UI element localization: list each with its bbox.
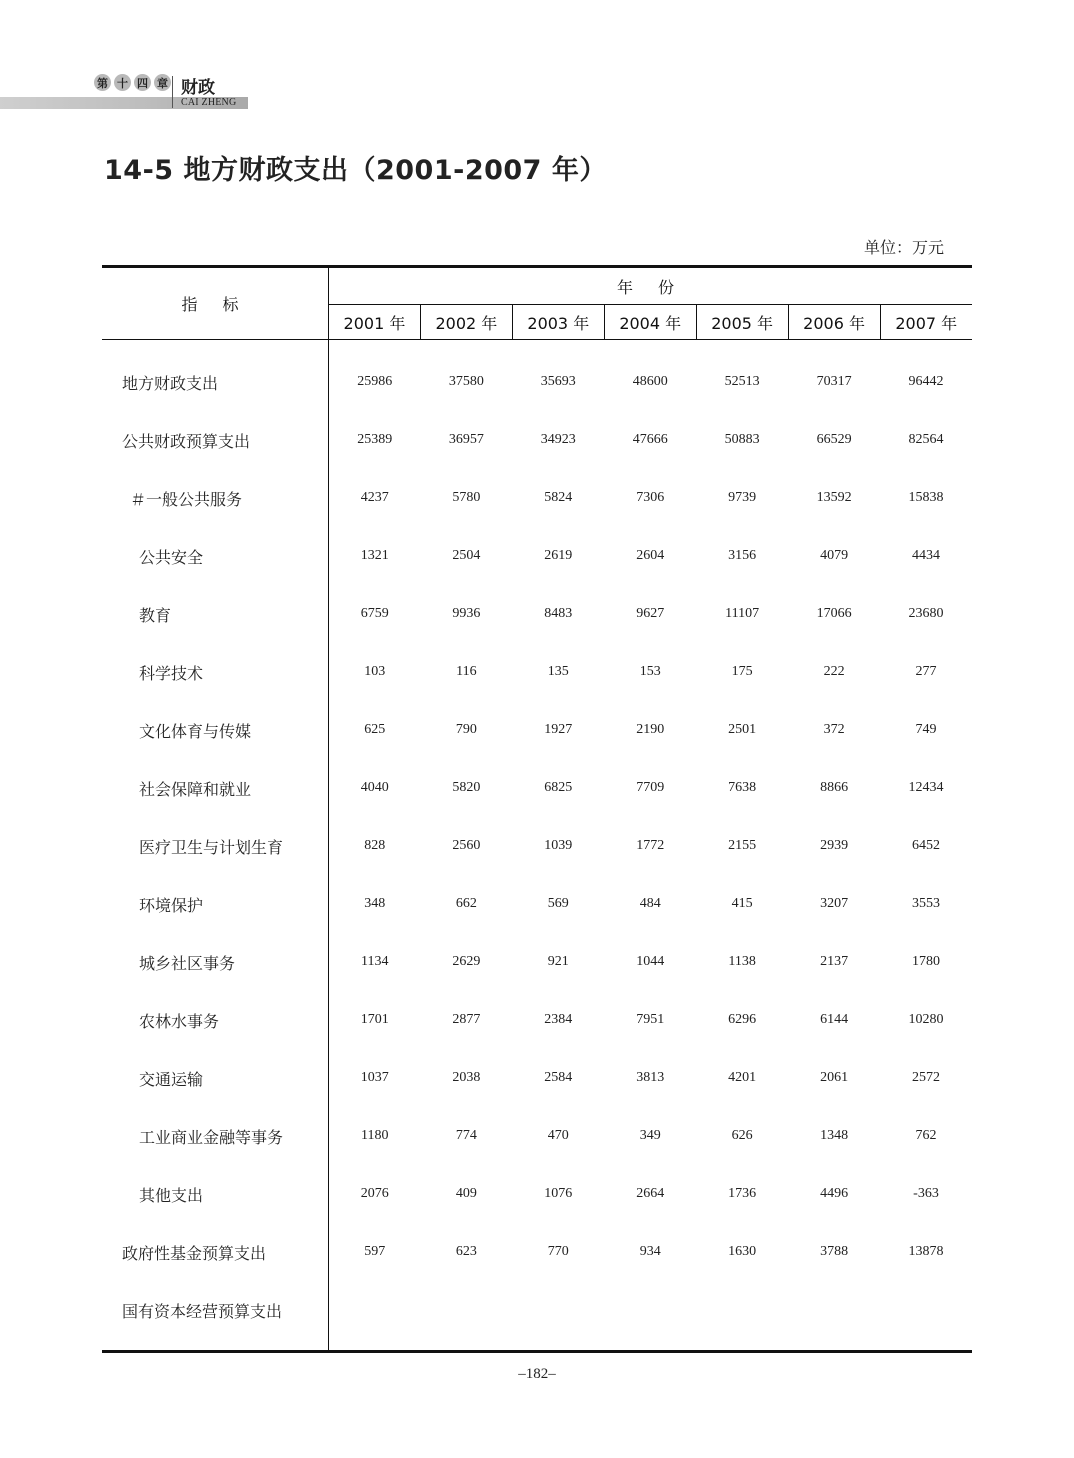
cell-value	[880, 1281, 972, 1352]
cell-value: 1037	[360, 1070, 389, 1085]
cell-value: 116	[456, 664, 477, 679]
cell-value: 6296	[728, 1012, 757, 1027]
cell-value: 48600	[632, 374, 668, 389]
cell-value: 625	[364, 722, 386, 737]
cell-value	[512, 1281, 604, 1352]
year-header: 2005 年	[696, 305, 788, 340]
cell-value: 2604	[636, 548, 665, 563]
cell-value: 1927	[544, 722, 573, 737]
cell-value	[696, 1281, 788, 1352]
cell-value: 25389	[357, 432, 393, 447]
cell-value: 1321	[360, 548, 389, 563]
cell-value: 484	[639, 896, 661, 911]
cell-value: 749	[915, 722, 937, 737]
section-title: 财政	[181, 78, 215, 98]
cell-value: 1630	[728, 1244, 757, 1259]
cell-value: 2155	[728, 838, 757, 853]
year-header: 2003 年	[512, 305, 604, 340]
cell-value: 34923	[540, 432, 576, 447]
page-number: –182–	[518, 1366, 556, 1382]
cell-value: 1736	[728, 1186, 757, 1201]
cell-value: 7951	[636, 1012, 665, 1027]
table-row	[102, 701, 972, 759]
cell-value: 2572	[912, 1070, 941, 1085]
cell-value	[788, 1281, 880, 1352]
cell-value: 82564	[908, 432, 944, 447]
table-row	[102, 759, 972, 817]
cell-value: 17066	[816, 606, 852, 621]
cell-value: 1180	[360, 1128, 389, 1143]
row-label: 医疗卫生与计划生育	[102, 817, 329, 875]
row-label: 公共财政预算支出	[102, 411, 329, 469]
cell-value: 13878	[908, 1244, 944, 1259]
section-subtitle: CAI ZHENG	[181, 97, 237, 108]
cell-value: 409	[455, 1186, 477, 1201]
table-row	[102, 875, 972, 933]
year-header: 2007 年	[880, 305, 972, 340]
year-group-header: 年 份	[329, 267, 973, 305]
cell-value: 23680	[908, 606, 944, 621]
cell-value: 1134	[360, 954, 389, 969]
cell-value: 3788	[820, 1244, 849, 1259]
cell-value: 623	[455, 1244, 477, 1259]
table-row	[102, 817, 972, 875]
row-label: 城乡社区事务	[102, 933, 329, 991]
cell-value: 15838	[908, 490, 944, 505]
cell-value: 9936	[452, 606, 481, 621]
row-label: 社会保障和就业	[102, 759, 329, 817]
cell-value: 153	[639, 664, 661, 679]
cell-value: 2190	[636, 722, 665, 737]
cell-value: 372	[823, 722, 845, 737]
table-row	[102, 1223, 972, 1281]
cell-value: 1772	[636, 838, 665, 853]
cell-value: 7638	[728, 780, 757, 795]
cell-value: 3813	[636, 1070, 665, 1085]
cell-value: 569	[547, 896, 569, 911]
cell-value: 37580	[448, 374, 484, 389]
cell-value: 9627	[636, 606, 665, 621]
cell-value: 934	[639, 1244, 661, 1259]
cell-value: -363	[913, 1186, 939, 1201]
row-label: ＃一般公共服务	[102, 469, 329, 527]
year-header: 2001 年	[329, 305, 421, 340]
cell-value: 597	[364, 1244, 386, 1259]
cell-value: 2584	[544, 1070, 573, 1085]
cell-value: 5780	[452, 490, 481, 505]
cell-value: 828	[364, 838, 386, 853]
chapter-char: 十	[114, 74, 131, 91]
cell-value: 3553	[912, 896, 941, 911]
cell-value: 1348	[820, 1128, 849, 1143]
cell-value: 70317	[816, 374, 852, 389]
cell-value: 2877	[452, 1012, 481, 1027]
cell-value: 5820	[452, 780, 481, 795]
cell-value: 762	[915, 1128, 937, 1143]
cell-value: 662	[455, 896, 477, 911]
cell-value: 6452	[912, 838, 941, 853]
cell-value: 8866	[820, 780, 849, 795]
cell-value: 415	[731, 896, 753, 911]
cell-value: 8483	[544, 606, 573, 621]
cell-value: 6825	[544, 780, 573, 795]
table-row	[102, 340, 972, 412]
cell-value: 770	[547, 1244, 569, 1259]
cell-value: 2619	[544, 548, 573, 563]
cell-value: 5824	[544, 490, 573, 505]
cell-value: 6144	[820, 1012, 849, 1027]
chapter-tag	[94, 74, 171, 91]
row-label: 农林水事务	[102, 991, 329, 1049]
page-title: 14-5 地方财政支出（2001-2007 年）	[104, 155, 607, 186]
cell-value: 2384	[544, 1012, 573, 1027]
cell-value: 96442	[908, 374, 944, 389]
cell-value: 3156	[728, 548, 757, 563]
cell-value: 175	[731, 664, 753, 679]
cell-value: 2939	[820, 838, 849, 853]
row-label: 地方财政支出	[102, 340, 329, 412]
row-label: 交通运输	[102, 1049, 329, 1107]
cell-value: 277	[915, 664, 937, 679]
row-label: 科学技术	[102, 643, 329, 701]
cell-value: 2061	[820, 1070, 849, 1085]
cell-value: 2629	[452, 954, 481, 969]
cell-value: 1701	[360, 1012, 389, 1027]
table-row	[102, 585, 972, 643]
cell-value	[420, 1281, 512, 1352]
chapter-char: 四	[134, 74, 151, 91]
year-header: 2006 年	[788, 305, 880, 340]
table-row	[102, 1107, 972, 1165]
cell-value: 6759	[360, 606, 389, 621]
table-row	[102, 933, 972, 991]
label-column-header: 指 标	[102, 267, 329, 340]
cell-value: 7709	[636, 780, 665, 795]
table-row	[102, 527, 972, 585]
table-body	[102, 340, 972, 1352]
cell-value: 2038	[452, 1070, 481, 1085]
data-table-wrapper	[102, 265, 972, 1353]
cell-value: 2137	[820, 954, 849, 969]
cell-value: 626	[731, 1128, 753, 1143]
cell-value: 2664	[636, 1186, 665, 1201]
cell-value: 222	[823, 664, 845, 679]
table-row	[102, 643, 972, 701]
chapter-char: 第	[94, 74, 111, 91]
row-label: 国有资本经营预算支出	[102, 1281, 329, 1352]
table-row	[102, 1165, 972, 1223]
cell-value: 1138	[728, 954, 756, 969]
cell-value: 2504	[452, 548, 481, 563]
cell-value: 103	[364, 664, 386, 679]
cell-value: 921	[547, 954, 569, 969]
row-label: 环境保护	[102, 875, 329, 933]
row-label: 政府性基金预算支出	[102, 1223, 329, 1281]
table-row	[102, 1049, 972, 1107]
cell-value: 50883	[724, 432, 760, 447]
cell-value: 4079	[820, 548, 849, 563]
row-label: 教育	[102, 585, 329, 643]
cell-value: 2560	[452, 838, 481, 853]
table-row	[102, 1281, 972, 1352]
cell-value: 135	[547, 664, 569, 679]
year-header: 2002 年	[420, 305, 512, 340]
cell-value: 4201	[728, 1070, 757, 1085]
chapter-char: 章	[154, 74, 171, 91]
cell-value: 7306	[636, 490, 665, 505]
header-divider	[172, 76, 173, 108]
year-header: 2004 年	[604, 305, 696, 340]
row-label: 文化体育与传媒	[102, 701, 329, 759]
unit-label: 单位：万元	[863, 238, 944, 257]
cell-value: 790	[455, 722, 477, 737]
cell-value	[604, 1281, 696, 1352]
table-row	[102, 991, 972, 1049]
cell-value	[329, 1281, 421, 1352]
cell-value: 2076	[360, 1186, 389, 1201]
row-label: 工业商业金融等事务	[102, 1107, 329, 1165]
cell-value: 2501	[728, 722, 757, 737]
cell-value: 1076	[544, 1186, 573, 1201]
row-label: 公共安全	[102, 527, 329, 585]
cell-value: 12434	[908, 780, 944, 795]
row-label: 其他支出	[102, 1165, 329, 1223]
cell-value: 4496	[820, 1186, 849, 1201]
expenditure-table	[102, 265, 972, 1353]
cell-value: 4434	[912, 548, 941, 563]
cell-value: 11107	[725, 606, 760, 621]
cell-value: 774	[455, 1128, 477, 1143]
cell-value: 348	[364, 896, 386, 911]
cell-value: 25986	[357, 374, 393, 389]
cell-value: 1044	[636, 954, 665, 969]
cell-value: 52513	[724, 374, 760, 389]
cell-value: 13592	[816, 490, 852, 505]
cell-value: 470	[547, 1128, 569, 1143]
table-row	[102, 411, 972, 469]
cell-value: 66529	[816, 432, 852, 447]
cell-value: 4040	[360, 780, 389, 795]
table-row	[102, 469, 972, 527]
cell-value: 35693	[540, 374, 576, 389]
cell-value: 4237	[360, 490, 389, 505]
cell-value: 3207	[820, 896, 849, 911]
cell-value: 1780	[912, 954, 941, 969]
cell-value: 10280	[908, 1012, 944, 1027]
cell-value: 36957	[448, 432, 484, 447]
cell-value: 349	[639, 1128, 661, 1143]
cell-value: 1039	[544, 838, 573, 853]
cell-value: 9739	[728, 490, 757, 505]
cell-value: 47666	[632, 432, 668, 447]
